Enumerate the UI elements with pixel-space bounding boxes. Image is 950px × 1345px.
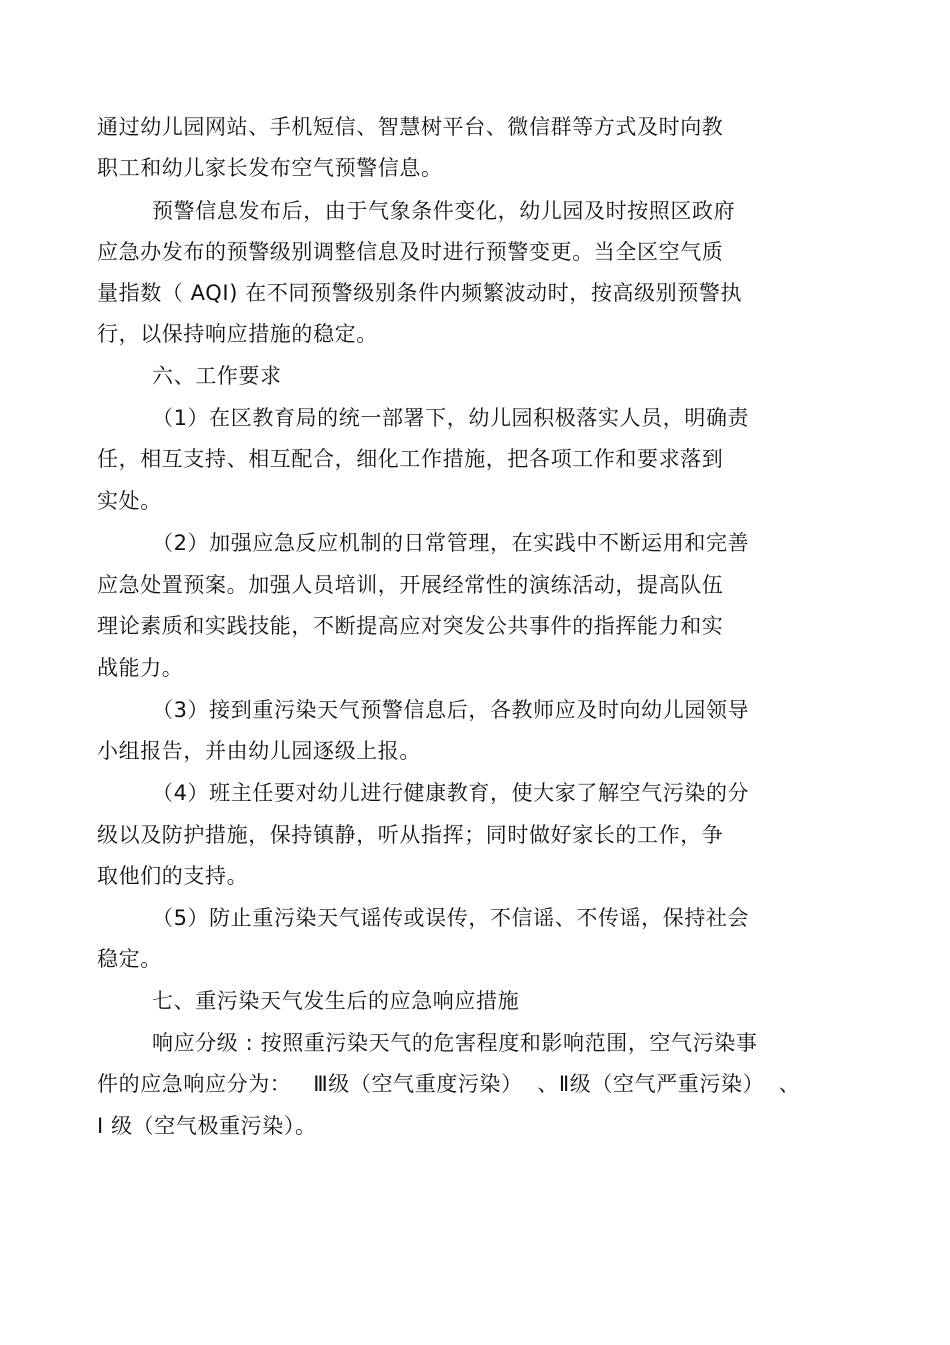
paragraph-line: （4）班主任要对幼儿进行健康教育，使大家了解空气污染的分 [152,781,750,805]
paragraph-line: 件的应急响应分为： Ⅲ级（空气重度污染） 、Ⅱ级（空气严重污染） 、 [97,1072,801,1096]
paragraph-line: 预警信息发布后，由于气象条件变化，幼儿园及时按照区政府 [152,199,736,223]
paragraph-line: 稳定。 [97,947,162,971]
paragraph-line: 行，以保持响应措施的稳定。 [97,322,378,346]
paragraph-line: 战能力。 [97,656,184,680]
paragraph-line: Ⅰ 级（空气极重污染）。 [97,1114,317,1138]
paragraph-line: （2）加强应急反应机制的日常管理，在实践中不断运用和完善 [152,531,750,555]
paragraph-line: 任，相互支持、相互配合，细化工作措施，把各项工作和要求落到 [97,447,724,471]
paragraph-line: 级以及防护措施，保持镇静，听从指挥；同时做好家长的工作，争 [97,823,724,847]
paragraph-line: 应急处置预案。加强人员培训，开展经常性的演练活动，提高队伍 [97,573,724,597]
paragraph-line: （5）防止重污染天气谣传或误传，不信谣、不传谣，保持社会 [152,906,750,930]
paragraph-line: 实处。 [97,489,162,513]
section-heading: 六、工作要求 [152,364,282,388]
paragraph-line: 小组报告，并由幼儿园逐级上报。 [97,739,421,763]
paragraph-line: （3）接到重污染天气预警信息后，各教师应及时向幼儿园领导 [152,698,750,722]
paragraph-line: 响应分级 : 按照重污染天气的危害程度和影响范围，空气污染事 [152,1031,758,1055]
paragraph-line: （1）在区教育局的统一部署下，幼儿园积极落实人员，明确责 [152,406,750,430]
paragraph-line: 理论素质和实践技能，不断提高应对突发公共事件的指挥能力和实 [97,614,724,638]
paragraph-line: 通过幼儿园网站、手机短信、智慧树平台、微信群等方式及时向教 [97,115,724,139]
paragraph-line: 量指数（ AQI) 在不同预警级别条件内频繁波动时，按高级别预警执 [97,281,743,305]
paragraph-line: 职工和幼儿家长发布空气预警信息。 [97,156,443,180]
paragraph-line: 应急办发布的预警级别调整信息及时进行预警变更。当全区空气质 [97,240,724,264]
paragraph-line: 取他们的支持。 [97,864,249,888]
section-heading: 七、重污染天气发生后的应急响应措施 [152,989,520,1013]
